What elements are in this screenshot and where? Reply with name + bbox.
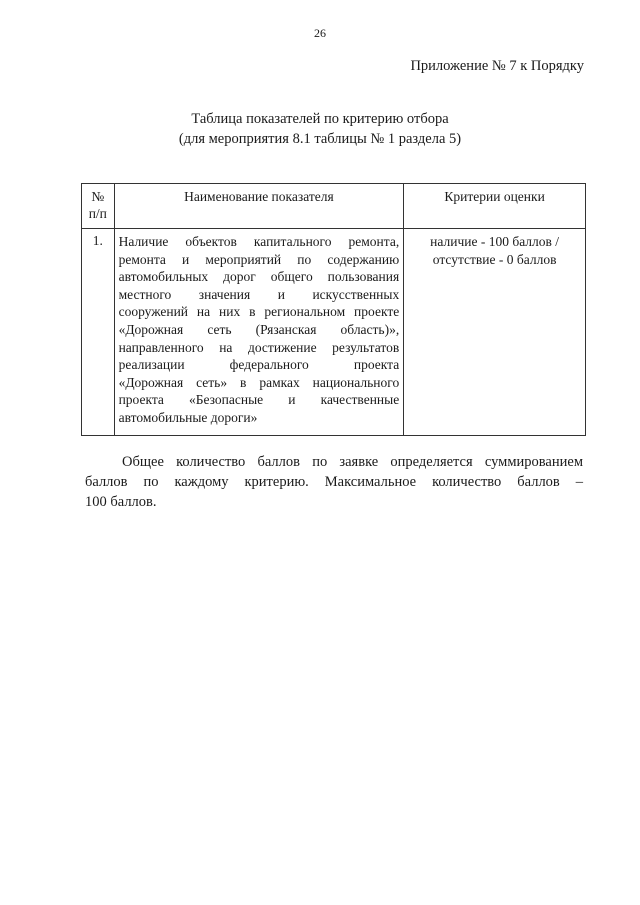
note-line: баллов по каждому критерию. Максимальное количество баллов –: [85, 474, 583, 490]
page-number: 26: [314, 26, 326, 40]
evaluation-criteria: [404, 229, 586, 436]
document-title: [0, 109, 640, 149]
indicator-line: проекта «Безопасные и качественные: [118, 392, 400, 408]
header-num-abbr: п/п: [88, 206, 107, 221]
note-line: 100 баллов.: [85, 494, 157, 510]
title-line-2: (для мероприятия 8.1 таблицы № 1 раздела 5): [178, 131, 462, 147]
indicator-line: «Дорожная сеть» в рамках национального: [118, 374, 400, 390]
indicator-line: автомобильных дорог общего пользования: [118, 269, 400, 285]
header-name: Наименование показателя: [114, 184, 404, 229]
indicator-line: Наличие объектов капитального ремонта,: [118, 234, 400, 249]
criteria-table: [81, 183, 586, 436]
header-num-symbol: №: [91, 189, 105, 204]
indicator-line: местного значения и искусственных: [118, 286, 400, 302]
indicator-line: сооружений на них в региональном проекте: [118, 304, 400, 320]
criteria-line: отсутствие - 0 баллов: [432, 251, 557, 267]
indicator-line: автомобильные дороги»: [118, 409, 258, 425]
criteria-line: наличие - 100 баллов /: [430, 234, 560, 249]
indicator-line: ремонта и мероприятий по содержанию: [118, 251, 400, 267]
note-line: Общее количество баллов по заявке определяется суммированием: [122, 454, 583, 470]
title-line-1: Таблица показателей по критерию отбора: [191, 111, 449, 127]
table-header-row: [82, 184, 586, 229]
table-row: [82, 229, 586, 436]
appendix-label: Приложение № 7 к Порядку: [410, 58, 584, 74]
indicator-line: направленного на достижение результатов: [118, 339, 400, 355]
header-num: [82, 184, 115, 229]
total-score-note: [85, 452, 583, 512]
row-number: 1.: [82, 229, 115, 436]
indicator-name: [114, 229, 404, 436]
indicator-line: реализации федерального проекта: [118, 357, 400, 373]
header-criteria: Критерии оценки: [404, 184, 586, 229]
indicator-line: «Дорожная сеть (Рязанская область)»,: [118, 321, 400, 337]
